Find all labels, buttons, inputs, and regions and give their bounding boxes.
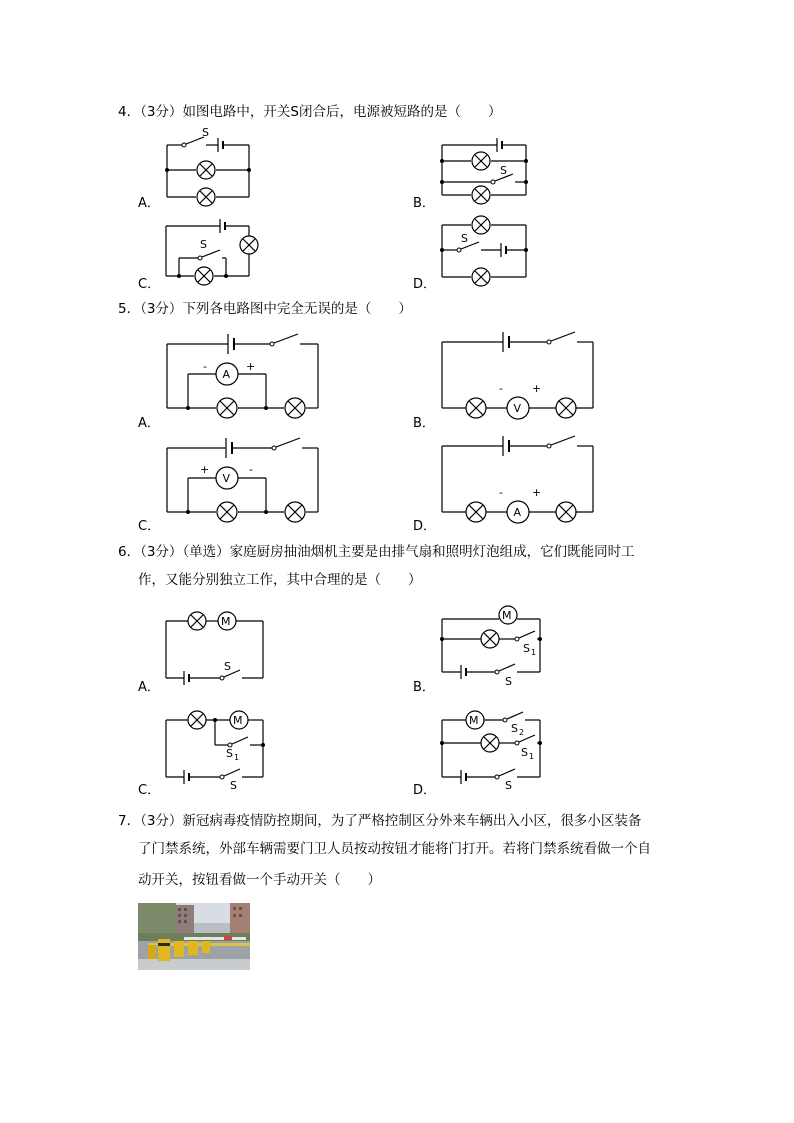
motor-icon [230,711,248,729]
q5-circuit-b [435,328,600,424]
switch-label: S [200,238,207,251]
question-number: 6． [118,544,141,560]
question-7-stem-cont: 了门禁系统，外部车辆需要门卫人员按动按钮才能将门打开。若将门禁系统看做一个自 [138,841,651,857]
question-6-stem-cont: 作，又能分别独立工作，其中合理的是（ ） [138,572,422,588]
svg-text:A: A [513,506,522,519]
svg-text:+: + [532,486,542,499]
question-score: （3分） [140,544,183,560]
lamp-icon [556,502,576,522]
voltmeter-icon [507,397,529,419]
q6-circuit-d [435,707,550,795]
question-7-stem [118,806,641,836]
q6-option-a[interactable]: A． [138,680,160,695]
svg-text:1: 1 [531,648,537,657]
lamp-icon [472,152,490,170]
svg-text:+: + [532,382,542,395]
q6-circuit-c [160,707,272,791]
svg-text:1: 1 [234,753,240,762]
svg-text:+: + [200,463,210,476]
svg-text:S: S [505,779,512,792]
q4-option-c[interactable]: C． [138,277,161,292]
q6-circuit-a [160,608,270,692]
q4-circuit-b [435,130,535,210]
svg-text:S: S [523,642,530,655]
q4-option-a[interactable]: A． [138,196,160,211]
svg-text:S: S [511,722,518,735]
svg-text:S: S [521,746,528,759]
svg-text:M: M [502,609,512,622]
motor-icon [218,612,236,630]
q6-option-c[interactable]: C． [138,783,161,798]
svg-text:-: - [249,463,253,476]
q4-circuit-a [160,126,260,208]
lamp-icon [481,734,499,752]
question-5-stem [118,294,412,324]
svg-text:V: V [222,472,231,485]
ammeter-icon [507,501,529,523]
svg-text:+: + [246,360,256,373]
svg-text:2: 2 [519,728,525,737]
svg-text:S: S [230,779,237,792]
q5-circuit-a [160,328,325,424]
svg-text:V: V [513,402,522,415]
motor-icon [466,711,484,729]
lamp-icon [217,398,237,418]
lamp-icon [188,612,206,630]
ammeter-icon [216,363,238,385]
lamp-icon [466,398,486,418]
lamp-icon [481,630,499,648]
lamp-icon [285,398,305,418]
question-score: （3分） [140,104,183,120]
lamp-icon [197,188,215,206]
lamp-icon [472,216,490,234]
q4-circuit-c [160,214,260,289]
q5-circuit-d [435,432,600,526]
svg-text:A: A [222,368,231,381]
lamp-icon [197,161,215,179]
svg-text:-: - [499,382,503,395]
q5-option-b[interactable]: B． [413,416,435,431]
q6-circuit-b [435,604,550,692]
question-text: 如图电路中，开关S闭合后，电源被短路的是（ ） [182,104,502,120]
svg-text:-: - [203,360,207,373]
svg-text:M: M [233,714,243,727]
lamp-icon [556,398,576,418]
svg-text:-: - [499,486,503,499]
switch-label: S [202,126,209,139]
svg-text:M: M [221,615,231,628]
motor-icon [499,606,517,624]
svg-text:1: 1 [529,752,535,761]
question-number: 4． [118,104,141,120]
question-4-stem [118,97,502,127]
switch-label: S [461,232,468,245]
q4-circuit-d [435,212,535,288]
question-text: （单选）家庭厨房抽油烟机主要是由排气扇和照明灯泡组成，它们既能同时工 [182,544,635,560]
q5-option-c[interactable]: C． [138,519,161,534]
lamp-icon [188,711,206,729]
q6-option-b[interactable]: B． [413,680,435,695]
gate-barrier-photo [138,903,250,970]
q5-circuit-c [160,432,325,526]
lamp-icon [285,502,305,522]
svg-text:M: M [469,714,479,727]
lamp-icon [217,502,237,522]
svg-text:S: S [505,675,512,688]
lamp-icon [466,502,486,522]
lamp-icon [195,267,213,285]
question-score: （3分） [140,813,183,829]
question-number: 7． [118,813,141,829]
q4-option-b[interactable]: B． [413,196,435,211]
question-6-stem [118,537,635,567]
question-7-stem-cont2: 动开关，按钮看做一个手动开关（ ） [138,872,381,888]
lamp-icon [472,186,490,204]
question-text: 新冠病毒疫情防控期间，为了严格控制区分外来车辆出入小区，很多小区装备 [182,813,642,829]
q5-option-a[interactable]: A． [138,416,160,431]
lamp-icon [472,268,490,286]
svg-text:S: S [224,660,231,673]
lamp-icon [240,236,258,254]
q5-option-d[interactable]: D． [413,519,437,534]
question-score: （3分） [140,301,183,317]
question-number: 5． [118,301,141,317]
voltmeter-icon [216,467,238,489]
svg-text:S: S [226,747,233,760]
question-text: 下列各电路图中完全无误的是（ ） [182,301,412,317]
switch-label: S [500,164,507,177]
q4-option-d[interactable]: D． [413,277,437,292]
q6-option-d[interactable]: D． [413,783,437,798]
